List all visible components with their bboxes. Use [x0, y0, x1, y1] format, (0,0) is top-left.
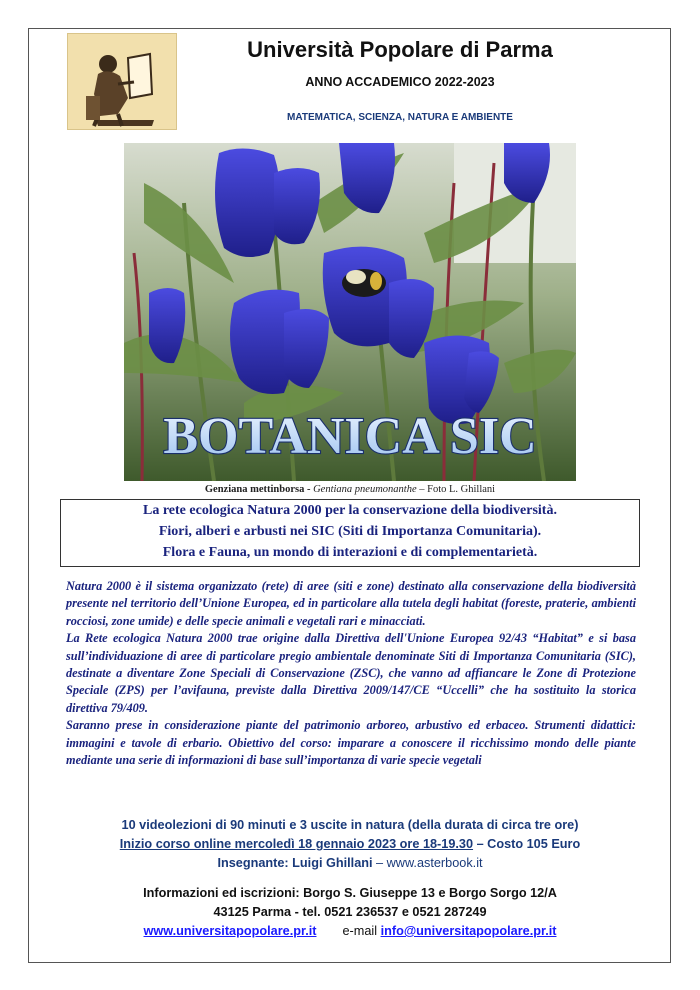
page-title: Università Popolare di Parma	[247, 37, 553, 62]
description-paragraph-3: Saranno prese in considerazione piante del patrimonio arboreo, arbustivo ed erbaceo. Strumenti didattici: immagini e tavole di erbario. Obiettivo del corso: imparare a conoscere il ricchissimo mondo delle piante mediante una serie di informazioni di base sull’importanza di varie specie vegetali	[66, 718, 636, 768]
contact-links-line	[60, 924, 640, 938]
teacher-site: – www.asterbook.it	[372, 856, 483, 870]
description-paragraph-2: La Rete ecologica Natura 2000 trae origine dalla Direttiva dell'Unione Europea 92/43 “Habitat” e si basa sull’individuazione di aree di particolare pregio ambientale denominate Siti di Importanza Comunitaria (SIC), destinate a diventare Zone Speciali di Conservazione (ZSC), che vanno ad affiancare le Zone di Protezione Speciale (ZPS) per l’avifauna, previste dalla Direttiva 2009/147/CE “Uccelli” che ha sostituito la storica direttiva 79/409.	[66, 631, 636, 715]
course-start-line	[60, 837, 640, 851]
info-label: Informazioni ed iscrizioni	[143, 886, 296, 900]
course-start: Inizio corso online mercoledì 18 gennaio 2023 ore 18-19.30	[119, 837, 474, 851]
course-description	[66, 578, 636, 769]
description-paragraph-1: Natura 2000 è il sistema organizzato (rete) di aree (siti e zone) destinato alla conservazione della biodiversità presente nel territorio dell’Unione Europea, ed in particolare alla tutela degli habitat (foreste, praterie, ambienti rocciosi, zone umide) e delle specie animali e vegetali rari e minacciati.	[66, 579, 636, 628]
contact-phone-line: 43125 Parma - tel. 0521 236537 e 0521 287249	[213, 905, 487, 919]
summary-line-1: La rete ecologica Natura 2000 per la conservazione della biodiversità.	[143, 503, 557, 518]
caption-credit: – Foto L. Ghillani	[416, 484, 496, 495]
course-cost: – Costo 105 Euro	[473, 837, 581, 851]
email-link[interactable]: info@universitapopolare.pr.it	[380, 924, 557, 938]
teacher-line	[60, 856, 640, 870]
caption-common-name: Genziana mettinborsa	[204, 484, 305, 495]
course-format: 10 videolezioni di 90 minuti e 3 uscite in natura (della durata di circa tre ore)	[121, 818, 579, 832]
academic-year: ANNO ACCADEMICO 2022-2023	[305, 75, 495, 89]
email-label: e-mail	[342, 924, 378, 938]
university-logo	[67, 33, 177, 130]
website-link[interactable]: www.universitapopolare.pr.it	[143, 924, 317, 938]
summary-line-3: Flora e Fauna, un mondo di interazioni e di complementarietà.	[162, 545, 538, 560]
caption-latin-name: Gentiana pneumonanthe	[313, 484, 417, 495]
department-label: MATEMATICA, SCIENZA, NATURA E AMBIENTE	[287, 112, 513, 123]
teacher-label: Insegnante: Luigi Ghillani	[217, 856, 373, 870]
caption-separator: -	[304, 484, 314, 495]
gentian-photo	[124, 143, 576, 481]
photo-overlay-title: BOTANICA SIC	[163, 408, 537, 465]
contact-address-line	[60, 886, 640, 900]
contact-address: : Borgo S. Giuseppe 13 e Borgo Sorgo 12/A	[295, 886, 557, 900]
photo-caption	[124, 484, 576, 495]
summary-line-2: Fiori, alberi e arbusti nei SIC (Siti di Importanza Comunitaria).	[158, 524, 542, 539]
